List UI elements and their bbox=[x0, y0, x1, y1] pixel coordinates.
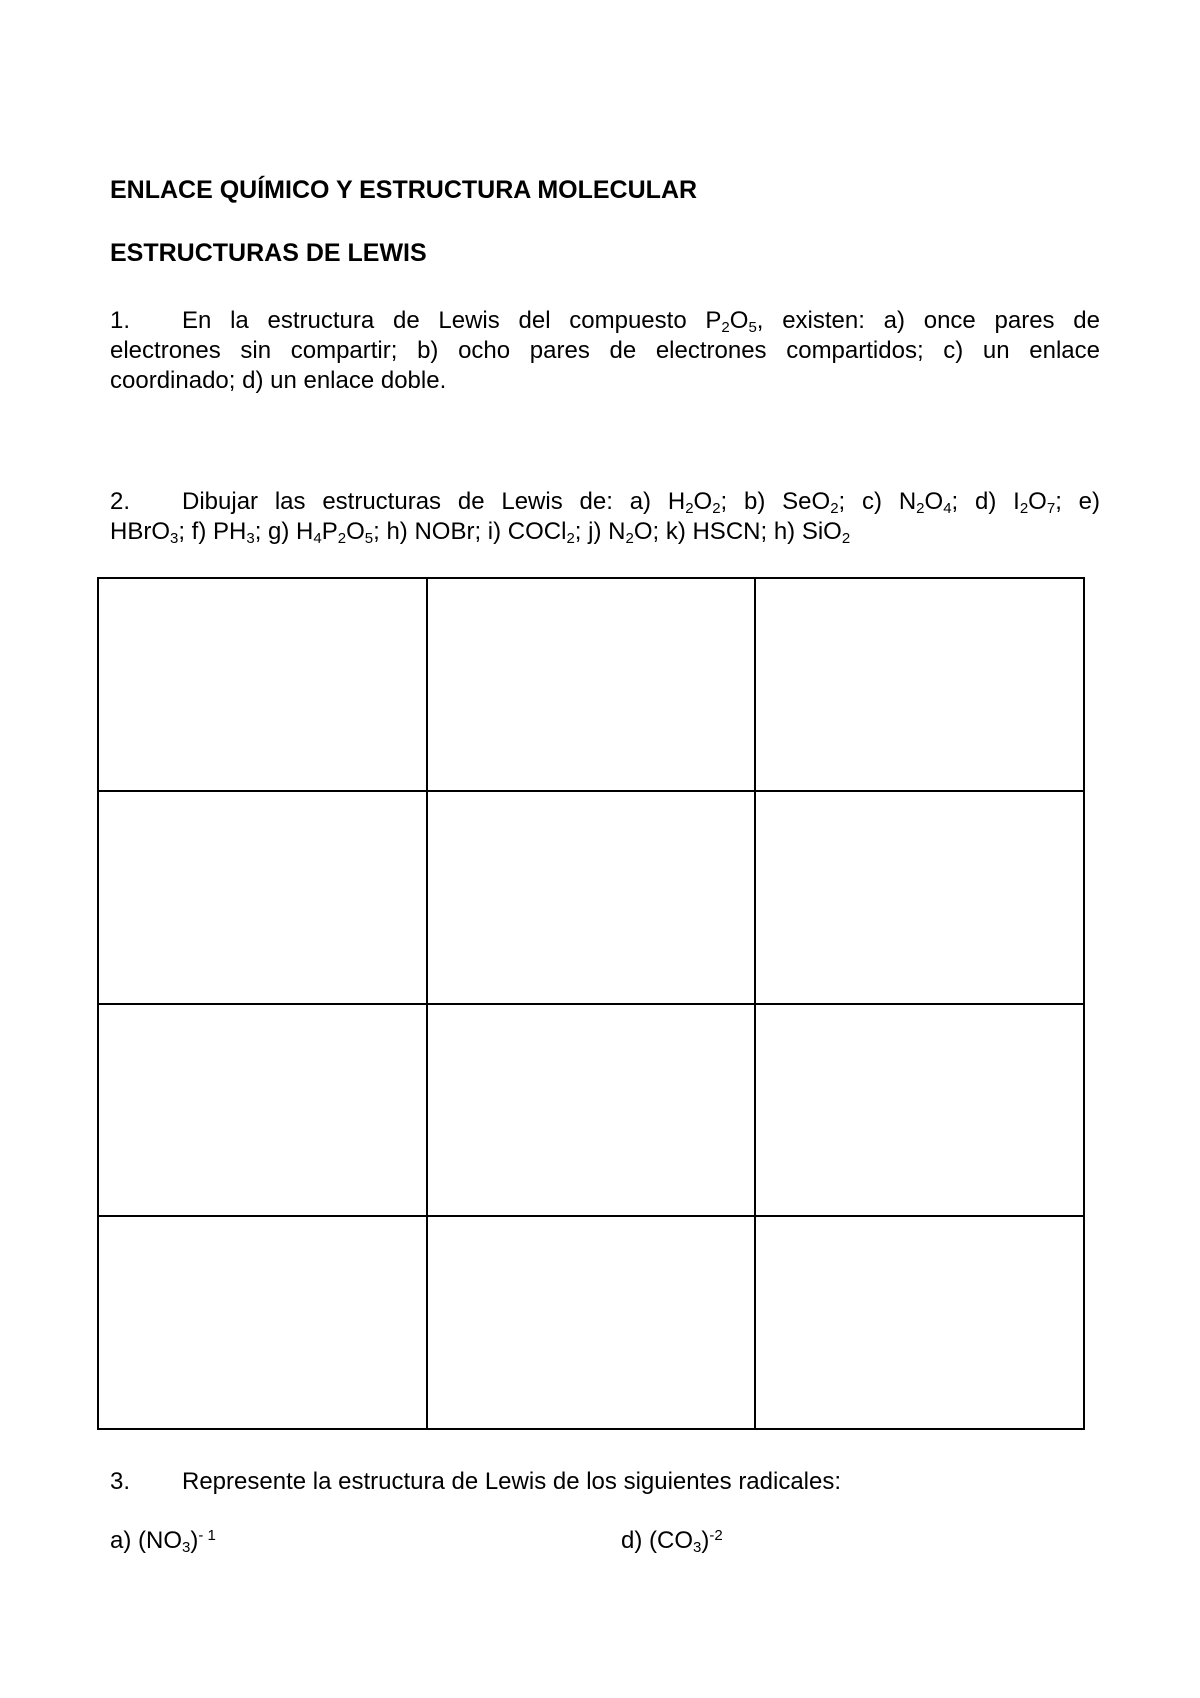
question-1-line-3: coordinado; d) un enlace doble. bbox=[110, 367, 447, 394]
formula-text: ; d) I bbox=[951, 488, 1020, 515]
subscript: 2 bbox=[337, 530, 347, 547]
question-3 bbox=[110, 1467, 1100, 1497]
formula-text: ; j) N bbox=[574, 518, 626, 545]
subscript: 3 bbox=[170, 530, 179, 547]
grid-cell bbox=[427, 791, 756, 1004]
question-1-line-2: electrones sin compartir; b) ocho pares de electrones compartidos; c) un enlace bbox=[110, 337, 1100, 364]
grid-cell bbox=[755, 791, 1084, 1004]
formula-text: ; e) bbox=[1055, 488, 1101, 515]
grid-row bbox=[98, 578, 1084, 791]
subscript: 2 bbox=[841, 530, 851, 547]
question-number: 1. bbox=[110, 307, 131, 334]
subscript: 2 bbox=[712, 500, 721, 517]
formula-text: O bbox=[924, 488, 944, 515]
answer-grid bbox=[97, 577, 1085, 1430]
page-title: ENLACE QUÍMICO Y ESTRUCTURA MOLECULAR bbox=[110, 176, 698, 204]
grid-cell bbox=[98, 578, 427, 791]
grid-cell bbox=[427, 1004, 756, 1217]
formula-text: O bbox=[693, 488, 713, 515]
grid-cell bbox=[427, 578, 756, 791]
formula-text: O; k) HSCN; h) SiO bbox=[633, 518, 842, 545]
grid-cell bbox=[755, 1216, 1084, 1429]
subscript: 2 bbox=[566, 530, 575, 547]
grid-cell bbox=[98, 1216, 427, 1429]
grid-cell bbox=[755, 1004, 1084, 1217]
subscript: 3 bbox=[246, 530, 255, 547]
formula-text: ; b) SeO bbox=[720, 488, 831, 515]
grid-row bbox=[98, 1216, 1084, 1429]
formula-text: HBrO bbox=[110, 518, 170, 545]
grid-row bbox=[98, 1004, 1084, 1217]
formula-text: ; g) H bbox=[254, 518, 314, 545]
grid-cell bbox=[755, 578, 1084, 791]
question-1-line-1: 1. En la estructura de Lewis del compuesto $P_2O_5$, existen: a) once pares de bbox=[110, 307, 1100, 336]
grid-row bbox=[98, 791, 1084, 1004]
question-number: 3. bbox=[110, 1468, 131, 1495]
grid-cell bbox=[98, 791, 427, 1004]
formula-list bbox=[685, 488, 1100, 515]
question-2-line-1: 2. Dibujar las estructuras de Lewis de: a) $H_2O_2$; b) SeO$_2$; c) $N_2O_4$; d) $I_2O_7$; e) bbox=[110, 488, 1101, 517]
question-2 bbox=[110, 487, 1100, 547]
subscript: 2 bbox=[830, 500, 839, 517]
radical-d: d) $(CO_3)^{-2}$ bbox=[621, 1527, 723, 1556]
question-2-line-2 bbox=[110, 517, 1100, 547]
question-1 bbox=[110, 306, 1100, 396]
formula-text: ; f) PH bbox=[178, 518, 247, 545]
formula-text: ; h) NOBr; i) COCl bbox=[373, 518, 567, 545]
subscript: 2 bbox=[1019, 500, 1029, 517]
formula-text: O bbox=[1028, 488, 1047, 515]
section-title: ESTRUCTURAS DE LEWIS bbox=[110, 239, 427, 267]
question-3-text: Represente la estructura de Lewis de los siguientes radicales: bbox=[182, 1468, 842, 1495]
formula-text: O bbox=[346, 518, 365, 545]
grid-cell bbox=[98, 1004, 427, 1217]
subscript: 2 bbox=[625, 530, 634, 547]
radical-a: a) $(NO_3)^{- 1}$ bbox=[110, 1527, 216, 1556]
grid-cell bbox=[427, 1216, 756, 1429]
question-number: 2. bbox=[110, 488, 131, 515]
subscript: 5 bbox=[364, 530, 374, 547]
subscript: 4 bbox=[313, 530, 322, 547]
formula-text: ; c) N bbox=[838, 488, 917, 515]
subscript: 4 bbox=[943, 500, 952, 517]
formula-text: P bbox=[321, 518, 338, 545]
subscript: 2 bbox=[916, 500, 925, 517]
subscript: 2 bbox=[685, 500, 694, 517]
subscript: 7 bbox=[1046, 500, 1056, 517]
